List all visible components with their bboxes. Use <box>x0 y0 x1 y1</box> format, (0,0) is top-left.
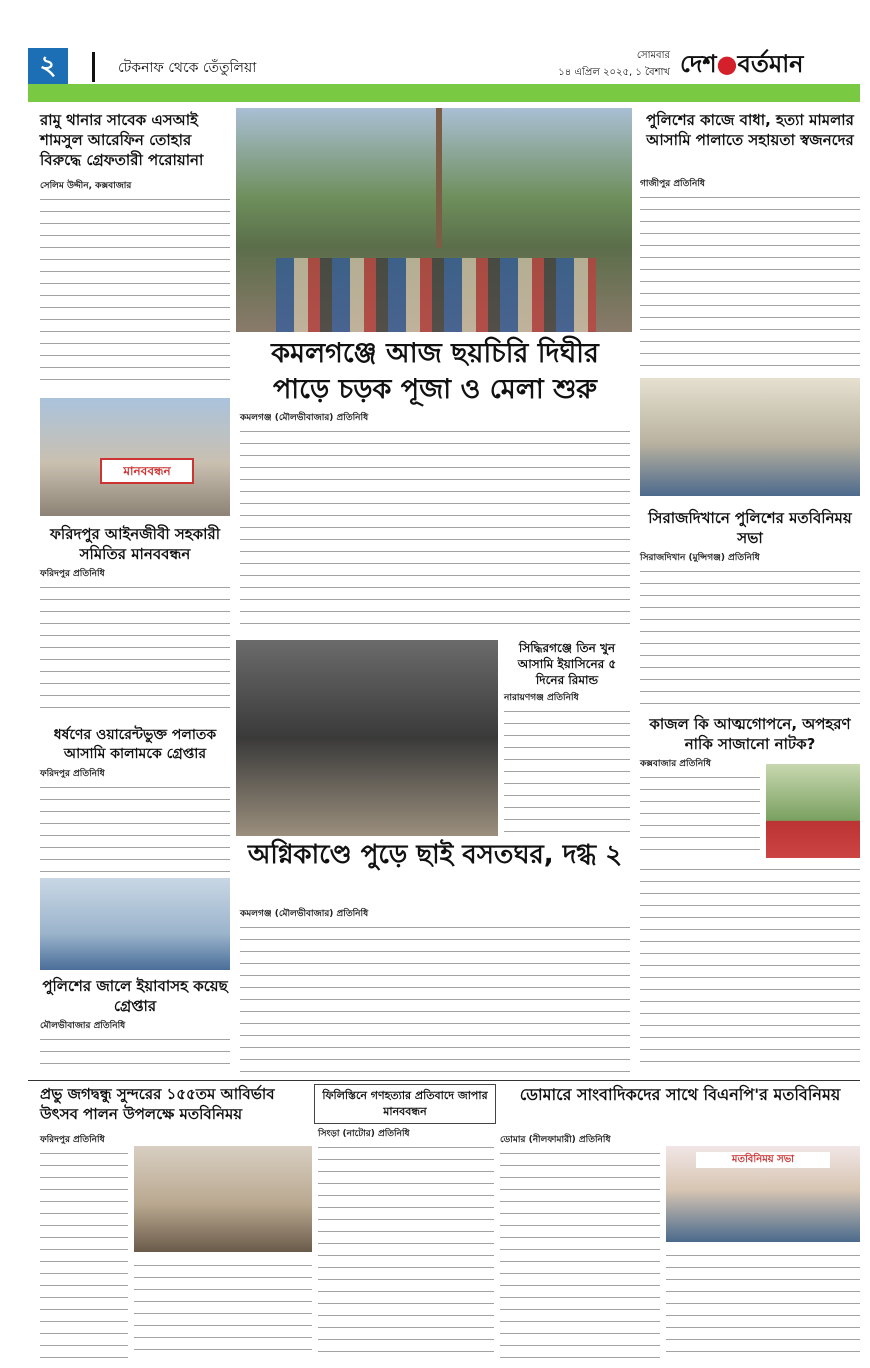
photo-charak-puja <box>236 108 632 332</box>
byline-ramu: সেলিম উদ্দীন, কক্সবাজার <box>40 181 132 191</box>
byline-sidhirganj: নারায়ণগঞ্জ প্রতিনিধি <box>504 693 579 703</box>
header-color-bar <box>28 84 860 102</box>
photo-human-chain <box>40 398 230 516</box>
body-text-faridpur-lawyers <box>40 580 230 718</box>
body-text-kajol-2 <box>640 862 860 1072</box>
body-text-jagadbandhu-1 <box>40 1146 128 1360</box>
body-text-rape-accused <box>40 780 230 872</box>
divider <box>28 1080 860 1081</box>
body-text-palestine <box>318 1140 494 1360</box>
byline-kajol: কক্সবাজার প্রতিনিধি <box>640 759 711 769</box>
headline-box-palestine <box>314 1084 496 1124</box>
byline-sirajdikhan: সিরাজদিখান (মুন্সিগঞ্জ) প্রতিনিধি <box>640 553 760 563</box>
body-text-domar-2 <box>666 1248 860 1360</box>
headline-faridpur-lawyers: ফরিদপুর আইনজীবী সহকারী সমিতির মানববন্ধন <box>49 525 221 563</box>
byline-domar: ডোমার (নীলফামারী) প্রতিনিধি <box>500 1135 611 1145</box>
body-text-kajol-1 <box>640 770 760 860</box>
banner-human-chain: মানববন্ধন <box>100 458 194 484</box>
headline-police-case: পুলিশের কাজে বাধা, হত্যা মামলার আসামি পালাতে সহায়তা স্বজনদের <box>646 111 854 149</box>
headline-domar: ডোমারে সাংবাদিকদের সাথে বিএনপি'র মতবিনিময় <box>519 1085 841 1104</box>
logo-text-1: দেশ <box>680 50 717 78</box>
byline-charak: কমলগঞ্জ (মৌলভীবাজার) প্রতিনিধি <box>240 413 369 423</box>
headline-ramu: রামু থানার সাবেক এসআই শামসুল আরেফিন তোহার বিরুদ্ধে গ্রেফতারী পরোয়ানা <box>40 111 204 169</box>
byline-yaba: মৌলভীবাজার প্রতিনিধি <box>40 1021 126 1031</box>
byline-jagadbandhu: ফরিদপুর প্রতিনিধি <box>40 1135 105 1145</box>
body-text-domar-1 <box>500 1146 660 1360</box>
headline-palestine: ফিলিস্তিনে গণহত্যার প্রতিবাদে জাপার মানববন্ধন <box>322 1089 488 1118</box>
byline-fire: কমলগঞ্জ (মৌলভীবাজার) প্রতিনিধি <box>240 909 369 919</box>
newspaper-logo: দেশ●বর্তমান <box>680 46 860 86</box>
day-label: সোমবার <box>636 50 670 61</box>
photo-arrest <box>40 878 230 970</box>
headline-rape-accused: ধর্ষণের ওয়ারেন্টভুক্ত পলাতক আসামি কালামকে গ্রেপ্তার <box>53 727 217 762</box>
date-label: ১৪ এপ্রিল ২০২৫, ১ বৈশাখ <box>558 67 670 78</box>
headline-charak: কমলগঞ্জে আজ ছয়চিরি দিঘীর পাড়ে চড়ক পূজা ও মেলা শুরু <box>271 338 599 405</box>
byline-palestine: সিংড়া (নাটোর) প্রতিনিধি <box>318 1129 410 1139</box>
body-text-jagadbandhu-2 <box>134 1258 312 1360</box>
photo-kajol <box>766 764 860 858</box>
byline-police-case: গাজীপুর প্রতিনিধি <box>640 179 705 189</box>
byline-faridpur-lawyers: ফরিদপুর প্রতিনিধি <box>40 569 105 579</box>
body-text-sirajdikhan <box>640 564 860 704</box>
logo-text-2: বর্তমান <box>737 50 804 78</box>
headline-fire: অগ্নিকাণ্ডে পুড়ে ছাই বসতঘর, দগ্ধ ২ <box>247 840 623 870</box>
divider <box>92 52 95 82</box>
photo-fire-damage <box>236 640 498 836</box>
page-number: ২ <box>28 48 68 84</box>
headline-sidhirganj: সিদ্ধিরগঞ্জে তিন খুন আসামি ইয়াসিনের ৫ দিনের রিমান্ড <box>517 641 617 687</box>
body-text-charak <box>240 424 630 630</box>
tagline: টেকনাফ থেকে তেঁতুলিয়া <box>118 60 257 76</box>
body-text-fire <box>240 920 630 1072</box>
photo-sirajdikhan-meeting <box>640 378 860 496</box>
photo-jagadbandhu-meeting <box>134 1146 312 1252</box>
body-text-sidhirganj <box>504 704 630 834</box>
headline-sirajdikhan: সিরাজদিখানে পুলিশের মতবিনিময় সভা <box>648 509 852 547</box>
body-text-ramu <box>40 192 230 380</box>
banner-meeting: মতবিনিময় সভা <box>696 1152 830 1168</box>
byline-rape-accused: ফরিদপুর প্রতিনিধি <box>40 769 105 779</box>
headline-yaba: পুলিশের জালে ইয়াবাসহ কয়েছ গ্রেপ্তার <box>42 977 228 1015</box>
body-text-yaba <box>40 1032 230 1074</box>
headline-kajol: কাজল কি আত্মগোপনে, অপহরণ নাকি সাজানো নাটক? <box>649 715 851 753</box>
photo-domar-meeting <box>666 1146 860 1242</box>
headline-jagadbandhu: প্রভু জগদ্বন্ধু সুন্দরের ১৫৫তম আবির্ভাব উৎসব পালন উপলক্ষে মতবিনিময় <box>40 1085 275 1123</box>
body-text-police-case <box>640 190 860 370</box>
